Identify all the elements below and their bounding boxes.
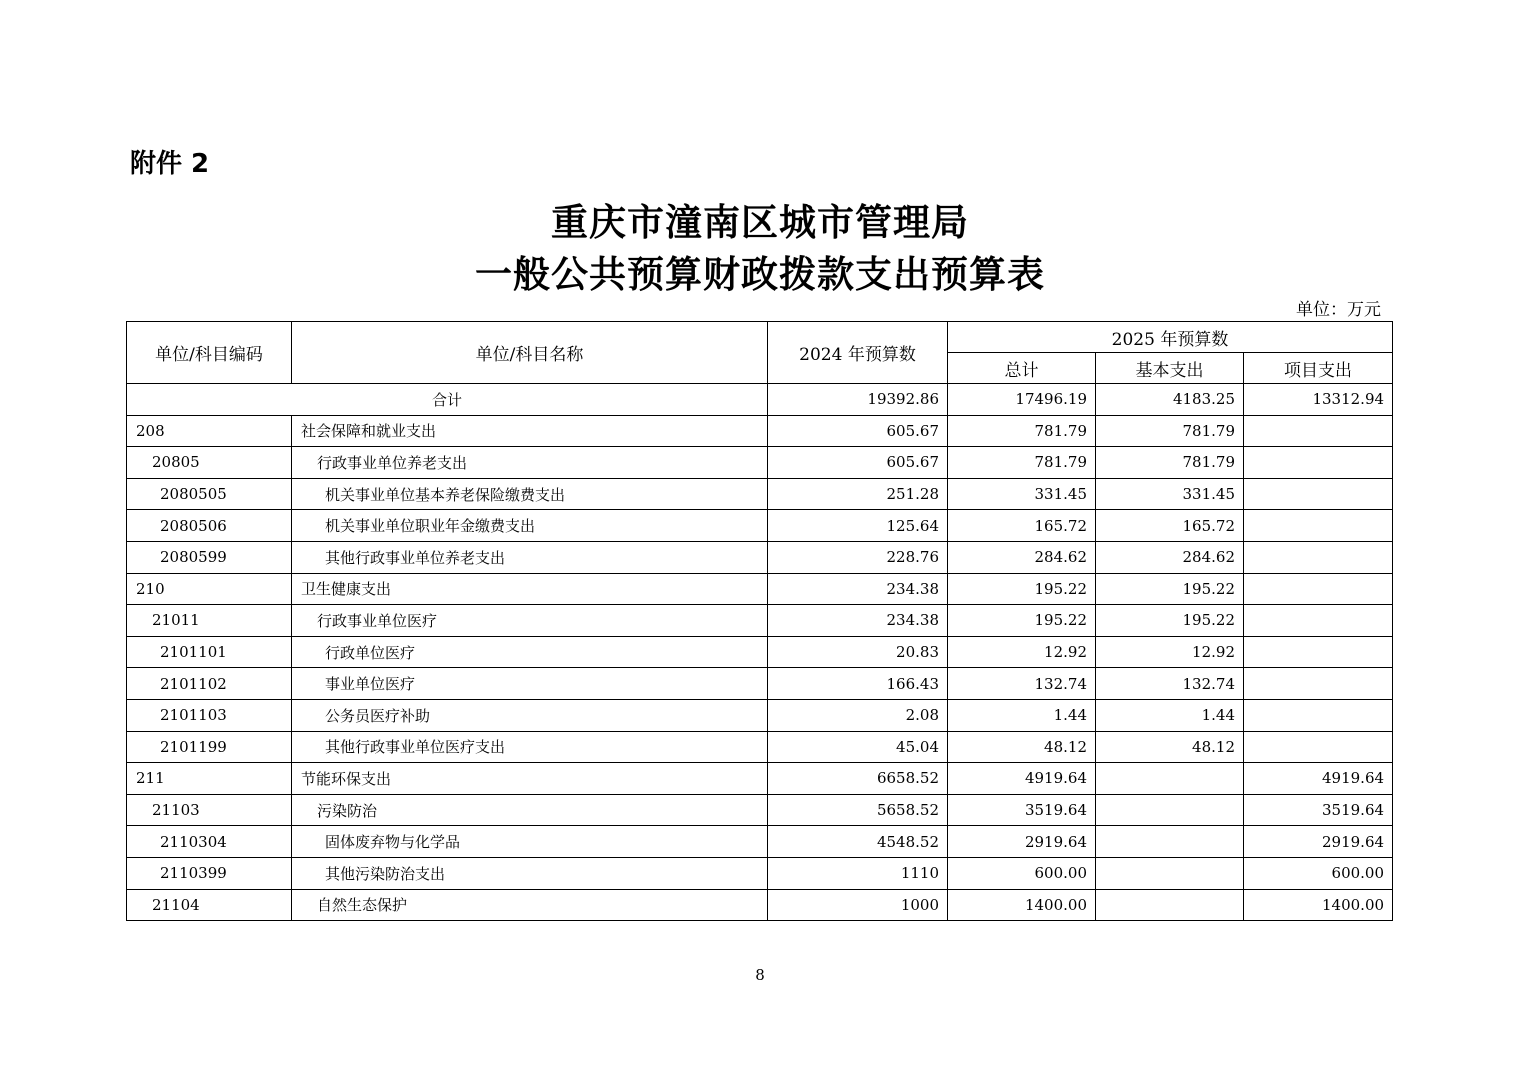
row-total: 1.44 [948,699,1096,731]
row-project: 3519.64 [1244,794,1393,826]
header-project: 项目支出 [1244,353,1393,384]
row-code: 21104 [127,889,292,921]
total-label: 合计 [127,384,768,416]
row-total: 2919.64 [948,826,1096,858]
row-basic: 195.22 [1096,573,1244,605]
row-budget-2024: 45.04 [768,731,948,763]
total-row [127,384,1393,416]
row-code: 2080599 [127,541,292,573]
row-name: 其他污染防治支出 [292,857,768,889]
row-name: 公务员医疗补助 [292,699,768,731]
table-row [127,889,1393,921]
row-name: 行政事业单位养老支出 [292,447,768,479]
row-budget-2024: 6658.52 [768,763,948,795]
row-project [1244,636,1393,668]
row-code: 211 [127,763,292,795]
row-basic: 132.74 [1096,668,1244,700]
row-budget-2024: 605.67 [768,447,948,479]
document-title-line2: 一般公共预算财政拨款支出预算表 [475,252,1045,296]
table-row [127,668,1393,700]
table-row [127,731,1393,763]
row-name: 其他行政事业单位养老支出 [292,541,768,573]
row-project [1244,541,1393,573]
row-code: 2101102 [127,668,292,700]
row-basic: 1.44 [1096,699,1244,731]
row-name: 行政事业单位医疗 [292,605,768,637]
table-row [127,447,1393,479]
row-code: 2110399 [127,857,292,889]
row-basic: 48.12 [1096,731,1244,763]
row-project: 1400.00 [1244,889,1393,921]
row-project [1244,478,1393,510]
row-basic [1096,794,1244,826]
table-row [127,699,1393,731]
header-budget-2024: 2024 年预算数 [768,322,948,384]
row-total: 3519.64 [948,794,1096,826]
row-budget-2024: 2.08 [768,699,948,731]
row-project: 600.00 [1244,857,1393,889]
table-row [127,857,1393,889]
table-row [127,478,1393,510]
row-project [1244,573,1393,605]
row-total: 331.45 [948,478,1096,510]
row-total: 284.62 [948,541,1096,573]
row-basic [1096,857,1244,889]
row-name: 卫生健康支出 [292,573,768,605]
table-row [127,510,1393,542]
row-code: 21103 [127,794,292,826]
header-code: 单位/科目编码 [127,322,292,384]
total-project: 13312.94 [1244,384,1393,416]
row-name: 机关事业单位基本养老保险缴费支出 [292,478,768,510]
row-project [1244,731,1393,763]
row-name: 自然生态保护 [292,889,768,921]
row-total: 165.72 [948,510,1096,542]
header-basic: 基本支出 [1096,353,1244,384]
row-code: 2080505 [127,478,292,510]
row-project: 4919.64 [1244,763,1393,795]
row-budget-2024: 166.43 [768,668,948,700]
row-project [1244,415,1393,447]
row-project: 2919.64 [1244,826,1393,858]
row-code: 2101103 [127,699,292,731]
row-project [1244,668,1393,700]
row-total: 781.79 [948,447,1096,479]
header-total: 总计 [948,353,1096,384]
budget-table [126,321,1393,921]
row-total: 600.00 [948,857,1096,889]
row-code: 2101199 [127,731,292,763]
total-budget-2024: 19392.86 [768,384,948,416]
row-budget-2024: 605.67 [768,415,948,447]
row-basic [1096,826,1244,858]
table-row [127,826,1393,858]
row-project [1244,510,1393,542]
row-project [1244,605,1393,637]
row-name: 行政单位医疗 [292,636,768,668]
row-budget-2024: 234.38 [768,573,948,605]
row-code: 2080506 [127,510,292,542]
row-code: 210 [127,573,292,605]
row-budget-2024: 1110 [768,857,948,889]
table-row [127,415,1393,447]
row-project [1244,447,1393,479]
row-code: 20805 [127,447,292,479]
row-basic [1096,889,1244,921]
row-basic: 165.72 [1096,510,1244,542]
row-total: 132.74 [948,668,1096,700]
table-row [127,794,1393,826]
row-basic: 781.79 [1096,415,1244,447]
row-name: 社会保障和就业支出 [292,415,768,447]
row-code: 208 [127,415,292,447]
table-row [127,605,1393,637]
row-budget-2024: 5658.52 [768,794,948,826]
row-total: 12.92 [948,636,1096,668]
unit-label: 单位：万元 [1296,300,1381,320]
row-basic: 331.45 [1096,478,1244,510]
row-name: 其他行政事业单位医疗支出 [292,731,768,763]
row-total: 195.22 [948,573,1096,605]
row-total: 781.79 [948,415,1096,447]
row-budget-2024: 228.76 [768,541,948,573]
row-basic: 12.92 [1096,636,1244,668]
row-total: 195.22 [948,605,1096,637]
row-budget-2024: 4548.52 [768,826,948,858]
row-total: 1400.00 [948,889,1096,921]
row-budget-2024: 20.83 [768,636,948,668]
attachment-label: 附件 2 [130,149,210,179]
row-code: 21011 [127,605,292,637]
row-basic: 195.22 [1096,605,1244,637]
table-row [127,636,1393,668]
total-basic: 4183.25 [1096,384,1244,416]
table-row [127,763,1393,795]
row-name: 污染防治 [292,794,768,826]
row-project [1244,699,1393,731]
header-name: 单位/科目名称 [292,322,768,384]
row-total: 4919.64 [948,763,1096,795]
page-number: 8 [755,966,765,984]
row-basic: 284.62 [1096,541,1244,573]
row-code: 2110304 [127,826,292,858]
table-row [127,573,1393,605]
row-budget-2024: 234.38 [768,605,948,637]
row-name: 节能环保支出 [292,763,768,795]
row-basic [1096,763,1244,795]
row-budget-2024: 251.28 [768,478,948,510]
document-title-line1: 重庆市潼南区城市管理局 [551,200,969,244]
total-total: 17496.19 [948,384,1096,416]
row-name: 固体废弃物与化学品 [292,826,768,858]
table-row [127,541,1393,573]
header-budget-2025: 2025 年预算数 [948,322,1393,353]
row-budget-2024: 1000 [768,889,948,921]
row-code: 2101101 [127,636,292,668]
row-name: 事业单位医疗 [292,668,768,700]
row-budget-2024: 125.64 [768,510,948,542]
row-basic: 781.79 [1096,447,1244,479]
row-name: 机关事业单位职业年金缴费支出 [292,510,768,542]
row-total: 48.12 [948,731,1096,763]
